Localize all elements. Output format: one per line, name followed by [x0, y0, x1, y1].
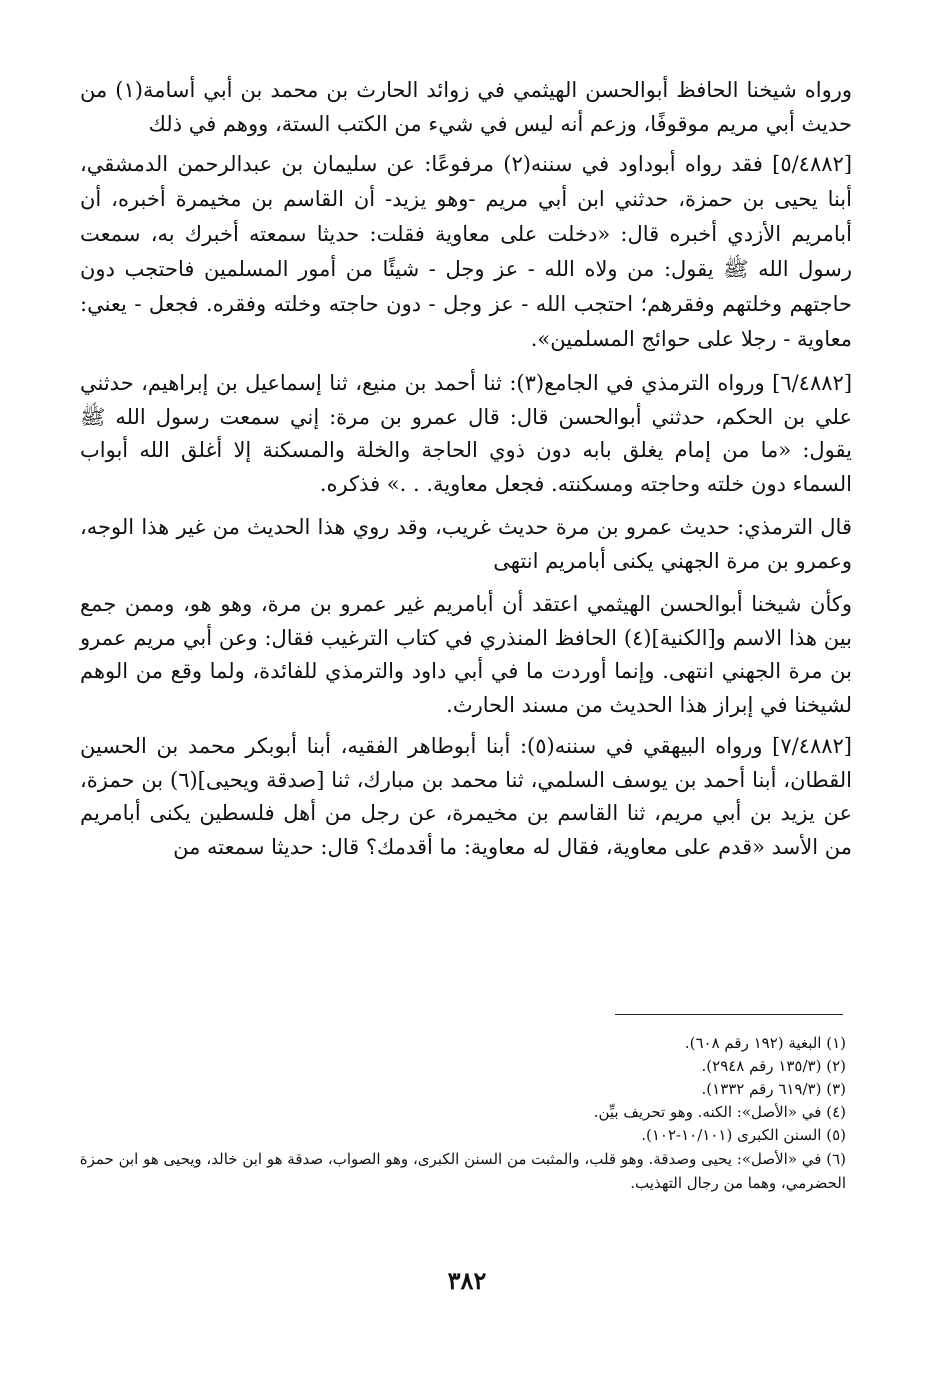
- footnote-3: (٣) (٦١٩/٣ رقم ١٣٣٢).: [701, 1080, 846, 1098]
- paragraph-5: وكأن شيخنا أبوالحسن الهيثمي اعتقد أن أبامريم غير عمرو بن مرة، وهو هو، وممن جمع بين هذا الاسم و[الكنية](٤) الحافظ المنذري في كتاب الترغيب فقال: وعن أبي مريم عمرو بن مرة الجهني انتهى. وإنما أوردت ما في أبي داود والترمذي للفائدة، ولما وقع من الوهم لشيخنا في إبراز هذا الحديث من مسند الحارث.: [80, 592, 852, 717]
- paragraph-6: [٧/٤٨٨٢] ورواه البيهقي في سننه(٥): أبنا أبوطاهر الفقيه، أبنا أبوبكر محمد بن الحسين القطان، أبنا أحمد بن يوسف السلمي، ثنا محمد بن مبارك، ثنا [صدقة ويحيى](٦) بن حمزة، عن يزيد بن أبي مريم، ثنا القاسم بن مخيمرة، عن رجل من أهل فلسطين يكنى أبامريم من الأسد «قدم على معاوية، فقال له معاوية: ما أقدمك؟ قال: حديثا سمعته من: [80, 734, 852, 859]
- footnote-2: (٢) (١٣٥/٣ رقم ٢٩٤٨).: [701, 1057, 846, 1075]
- page-number: ٣٨٢: [447, 1266, 487, 1295]
- main-text: [80, 74, 852, 874]
- paragraph-4: قال الترمذي: حديث عمرو بن مرة حديث غريب، وقد روي هذا الحديث من غير هذا الوجه، وعمرو بن مرة الجهني يكنى أبامريم انتهى: [80, 515, 852, 573]
- footnote-1: (١) البغية (١٩٢ رقم ٦٠٨).: [684, 1034, 846, 1052]
- paragraph-1: ورواه شيخنا الحافظ أبوالحسن الهيثمي في زوائد الحارث بن محمد بن أبي أسامة(١) من حديث أبي مريم موقوفًا، وزعم أنه ليس في شيء من الكتب الستة، ووهم في ذلك: [80, 78, 852, 136]
- footnotes: [76, 1032, 846, 1195]
- footnote-5: (٥) السنن الكبرى (١٠/١٠١-١٠٢).: [641, 1126, 846, 1144]
- paragraph-3: [٦/٤٨٨٢] ورواه الترمذي في الجامع(٣): ثنا أحمد بن منيع، ثنا إسماعيل بن إبراهيم، حدثني علي بن الحكم، حدثني أبوالحسن قال: قال عمرو بن مرة: إني سمعت رسول الله ﷺ يقول: «ما من إمام يغلق بابه دون ذوي الحاجة والخلة والمسكنة إلا أغلق الله أبواب السماء دون خلته وحاجته ومسكنته. فجعل معاوية. . .» فذكره.: [80, 371, 853, 496]
- footnote-6: (٦) في «الأصل»: يحيى وصدقة. وهو قلب، والمثبت من السنن الكبرى، وهو الصواب، صدقة هو ابن خالد، ويحيى هو ابن حمزة الحضرمي، وهما من رجال التهذيب.: [79, 1150, 846, 1192]
- footnote-4: (٤) في «الأصل»: الكنه. وهو تحريف بيِّن.: [593, 1103, 846, 1121]
- footnote-separator: [615, 1014, 843, 1015]
- paragraph-2: [٥/٤٨٨٢] فقد رواه أبوداود في سننه(٢) مرفوعًا: عن سليمان بن عبدالرحمن الدمشقي، أبنا يحيى بن حمزة، حدثني ابن أبي مريم -وهو يزيد- أن القاسم بن مخيمرة أخبره، أن أبامريم الأزدي أخبره قال: «دخلت على معاوية فقلت: حديثا سمعته أخبرك به، سمعت رسول الله ﷺ يقول: من ولاه الله - عز وجل - شيئًا من أمور المسلمين فاحتجب دون حاجتهم وخلتهم وفقرهم؛ احتجب الله - عز وجل - دون حاجته وخلته وفقره. فجعل - يعني: معاوية - رجلا على حوائج المسلمين».: [80, 152, 853, 351]
